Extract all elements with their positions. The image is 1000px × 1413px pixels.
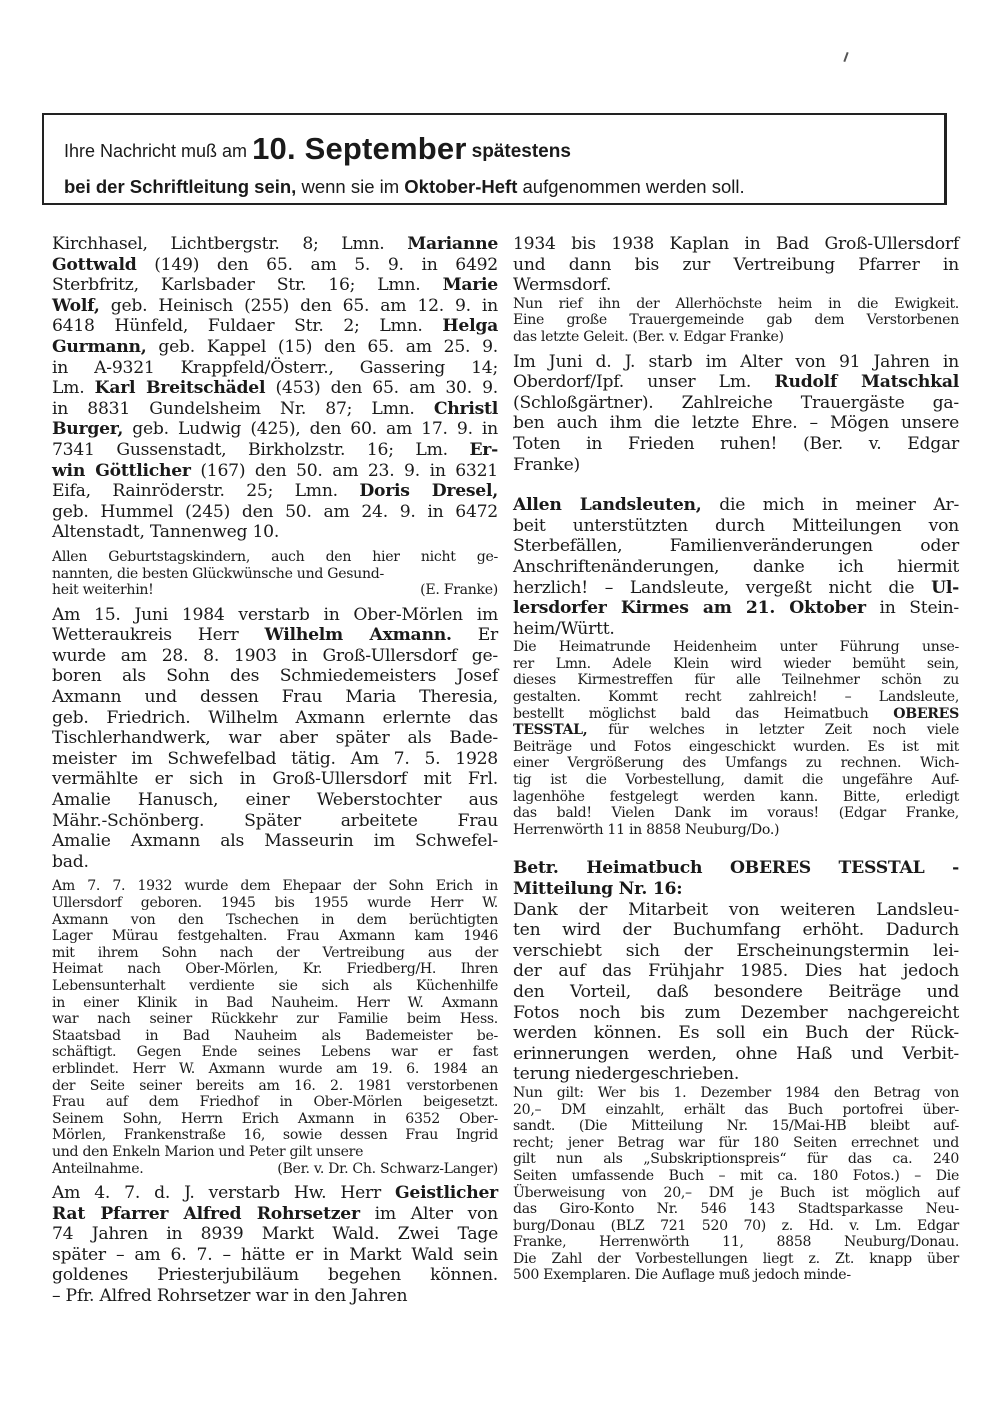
axmann-last-text: Anteilnahme. bbox=[52, 1160, 144, 1177]
text-line: das letzte Geleit. (Ber. v. Edgar Franke) bbox=[513, 328, 784, 345]
text-line: Betr. Heimatbuch OBERES TESSTAL - bbox=[513, 858, 959, 879]
bold-name: Geistlicher bbox=[394, 1183, 498, 1204]
text-line: Amalie Axmann als Masseurin im Schwefel- bbox=[52, 831, 498, 852]
bold-name: Ul- bbox=[931, 577, 959, 598]
text-line: Kirchhasel, Lichtbergstr. 8; Lmn. Marianne bbox=[52, 234, 498, 254]
text-line: Sterbefällen, Familienveränderungen oder bbox=[513, 536, 959, 557]
text-line: erblindet. Herr W. Axmann wurde am 19. 6. 1984 an bbox=[52, 1060, 498, 1077]
text-line: 20,– DM einzahlt, erhält das Buch portofrei über- bbox=[513, 1101, 959, 1118]
text-line: Oberdorf/Ipf. unser Lm. Rudolf Matschkal bbox=[513, 372, 960, 393]
text-line: Am 4. 7. d. J. verstarb Hw. Herr Geistlicher bbox=[52, 1183, 498, 1204]
obituary-rohrsetzer bbox=[52, 1183, 498, 1307]
text-line: 7341 Gussenstadt, Birkholzstr. 16; Lm. Er- bbox=[52, 439, 498, 460]
text-line: einer Vergrößerung des Umfangs zu rechnen. Wich- bbox=[513, 755, 959, 772]
birthday-list bbox=[52, 234, 498, 543]
bold-name: Helga bbox=[442, 316, 498, 337]
text-line: boren als Sohn des Schmiedemeisters Josef bbox=[52, 666, 498, 687]
bold-name: TESSTAL, bbox=[513, 722, 588, 739]
text-line: Fotos noch bis zum Dezember nachgereicht bbox=[513, 1002, 959, 1023]
bold-name: Wolf, bbox=[52, 295, 100, 316]
axmann-attribution: (Ber. v. Dr. Ch. Schwarz-Langer) bbox=[277, 1160, 498, 1177]
obituary-axmann-details bbox=[52, 878, 498, 1160]
bold-name: Rudolf Matschkal bbox=[774, 372, 960, 393]
text-line: Nun rief ihn der Allerhöchste heim in die Ewigkeit. bbox=[513, 295, 959, 312]
bold-name: win Göttlicher bbox=[52, 460, 191, 481]
text-line: nannten, die besten Glückwünsche und Gesund- bbox=[52, 565, 384, 582]
text-line: erinnerungen werden, ohne Haß und Verbit- bbox=[513, 1043, 959, 1064]
bold-name: Gurmann, bbox=[52, 336, 147, 357]
text-line: Burger, geb. Ludwig (425), den 60. am 17. 9. in bbox=[52, 419, 498, 440]
obituary-axmann-last-line bbox=[52, 1161, 498, 1178]
bold-name: Er- bbox=[469, 439, 498, 460]
text-line: Ullersdorf geboren. 1945 bis 1955 wurde Herr W. bbox=[52, 895, 498, 911]
text-line: mit ihrem Sohn nach der Vertreibung aus der bbox=[52, 944, 498, 961]
notice-suffix: spätestens bbox=[471, 141, 571, 162]
text-line: das bald! Vielen Dank im voraus! (Edgar Franke, bbox=[513, 805, 959, 822]
bold-name: OBERES bbox=[893, 705, 959, 722]
obituary-rohrsetzer-details bbox=[513, 296, 959, 346]
text-line: in A-9321 Krappfeld/Österr., Gassering 14; bbox=[52, 357, 498, 378]
text-line: war nach seiner Rückkehr zur Familie beim Hess. bbox=[52, 1011, 498, 1028]
text-line: Am 15. Juni 1984 verstarb in Ober-Mörlen im bbox=[52, 604, 498, 625]
text-line: vermählte er sich in Groß-Ullersdorf mit Frl. bbox=[52, 769, 498, 790]
page-mark bbox=[843, 52, 848, 62]
text-line: sandt. (Die Mitteilung Nr. 15/Mai-HB bleibt auf- bbox=[513, 1118, 959, 1135]
text-line: Wermsdorf. bbox=[513, 275, 612, 296]
bold-name: lersdorfer Kirmes am 21. Oktober bbox=[513, 598, 866, 619]
text-line: gilt nun als „Subskriptionspreis“ für das ca. 240 bbox=[513, 1151, 959, 1168]
birthday-greeting-last-line bbox=[52, 582, 498, 599]
text-line: meister im Schwefelbad tätig. Am 7. 5. 1928 bbox=[52, 748, 498, 769]
text-line: ben auch ihm die letzte Ehre. – Mögen unsere bbox=[513, 413, 959, 434]
subskription-text bbox=[513, 1085, 959, 1284]
text-line: den Vorteil, daß besondere Beiträge und bbox=[513, 981, 959, 1002]
notice-prefix: Ihre Nachricht muß am bbox=[64, 141, 248, 161]
text-line: 6418 Hünfeld, Fuldaer Str. 2; Lmn. Helga bbox=[52, 316, 498, 337]
obituary-rohrsetzer-continued bbox=[513, 234, 959, 296]
text-line: heim/Württ. bbox=[513, 618, 615, 639]
text-line: Im Juni d. J. starb im Alter von 91 Jahren in bbox=[513, 351, 959, 372]
bold-name: Allen Landsleuten, bbox=[513, 495, 702, 516]
text-line: der Seite seiner bereits am 16. 2. 1981 verstorbenen bbox=[52, 1077, 498, 1094]
text-line: Staatsbad in Bad Nauheim als Bademeister be- bbox=[52, 1027, 498, 1044]
text-line: TESSTAL, für welches in letzter Zeit noch viele bbox=[513, 722, 959, 739]
text-line: bestellt möglichst bald das Heimatbuch OBERES bbox=[513, 705, 959, 722]
bold-name: Marie bbox=[442, 275, 498, 296]
text-line: – Pfr. Alfred Rohrsetzer war in den Jahren bbox=[52, 1286, 408, 1307]
bold-name: Christl bbox=[433, 398, 498, 419]
text-line: Heimat nach Ober-Mörlen, Kr. Friedberg/H. Ihren bbox=[52, 961, 498, 978]
text-line: Altenstadt, Tannenweg 10. bbox=[52, 522, 280, 543]
text-line: Franke, Herrenwörth 11, 8858 Neuburg/Donau. bbox=[513, 1234, 959, 1251]
text-line: terung niedergeschrieben. bbox=[513, 1064, 740, 1085]
text-line: Lebensunterhalt verdiente sie sich als Küchenhilfe bbox=[52, 977, 498, 994]
text-line: Die Heimatrunde Heidenheim unter Führung unse- bbox=[513, 639, 959, 656]
text-line: herzlich! – Landsleute, vergeßt nicht die Ul- bbox=[513, 577, 959, 598]
text-line: (Schloßgärtner). Zahlreiche Trauergäste ga- bbox=[513, 392, 959, 413]
bold-name: Doris Dresel, bbox=[359, 481, 498, 502]
bold-name: Karl Breitschädel bbox=[94, 378, 266, 399]
text-line: burg/Donau (BLZ 721 520 70) z. Hd. v. Lm. Edgar bbox=[513, 1217, 959, 1234]
text-line: Allen Geburtstagskindern, auch den hier nicht ge- bbox=[52, 548, 498, 565]
notice-line-1 bbox=[64, 131, 571, 166]
text-line: in 8831 Gundelsheim Nr. 87; Lmn. Christl bbox=[52, 398, 498, 419]
text-line: Allen Landsleuten, die mich in meiner Ar- bbox=[513, 495, 960, 516]
notice-date: 10. September bbox=[252, 131, 467, 166]
text-line: Mörlen, Frankenstraße 16, sowie dessen Frau Ingrid bbox=[52, 1127, 498, 1144]
text-line: Frau auf dem Friedhof in Ober-Mörlen beigesetzt. bbox=[52, 1094, 498, 1111]
obituary-matschkal bbox=[513, 352, 959, 476]
notice-text-1: wenn sie im bbox=[296, 176, 405, 197]
text-line: Amalie Hanusch, einer Weberstochter aus bbox=[52, 790, 498, 811]
text-line: Eifa, Rainröderstr. 25; Lmn. Doris Dresel, bbox=[52, 481, 498, 502]
text-line: bad. bbox=[52, 851, 89, 872]
text-line: Eine große Trauergemeinde gab dem Verstorbenen bbox=[513, 312, 959, 329]
heimatbuch-heading bbox=[513, 858, 959, 899]
text-line: in einer Klinik in Bad Nauheim. Herr W. Axmann bbox=[52, 994, 498, 1011]
text-line: Sterbfritz, Karlsbader Str. 16; Lmn. Marie bbox=[52, 275, 498, 296]
deadline-notice-box bbox=[42, 113, 947, 205]
text-line: rer Lmn. Adele Klein wird wieder bemüht sein, bbox=[513, 655, 959, 672]
bold-name: Wilhelm Axmann. bbox=[264, 625, 452, 646]
birthday-greeting bbox=[52, 549, 498, 582]
heimatbuch-text bbox=[513, 900, 959, 1085]
text-line: Lm. Karl Breitschädel (453) den 65. am 30. 9. bbox=[52, 378, 498, 399]
text-line: Herrenwörth 11 in 8858 Neuburg/Do.) bbox=[513, 821, 780, 838]
text-line: lersdorfer Kirmes am 21. Oktober in Stein- bbox=[513, 598, 959, 619]
text-line: Mitteilung Nr. 16: bbox=[513, 879, 683, 899]
text-line: Wolf, geb. Heinisch (255) den 65. am 12. 9. in bbox=[52, 295, 498, 316]
text-line: Dank der Mitarbeit von weiteren Landsleu- bbox=[513, 899, 959, 920]
obituary-axmann bbox=[52, 605, 498, 873]
text-line: Franke) bbox=[513, 454, 580, 475]
greeting-attribution: (E. Franke) bbox=[420, 582, 498, 599]
text-line: später – am 6. 7. – hätte er in Markt Wald sein bbox=[52, 1244, 498, 1265]
text-line: verschiebt sich der Erscheinungstermin lei- bbox=[513, 940, 959, 961]
text-line: und den Enkeln Marion und Peter gilt unsere bbox=[52, 1143, 364, 1160]
text-line: beit unterstützten durch Mitteilungen von bbox=[513, 515, 959, 536]
text-line: werden können. Es soll ein Buch der Rück- bbox=[513, 1023, 959, 1044]
text-line: ten wird der Buchumfang erhöht. Dadurch bbox=[513, 920, 959, 941]
notice-bold-1: bei der Schriftleitung sein, bbox=[64, 176, 297, 197]
text-line: schäftigt. Gegen Ende seines Lebens war er fast bbox=[52, 1044, 498, 1061]
text-line: Anschriftenänderungen, danke ich hiermit bbox=[513, 556, 959, 577]
bold-name: Marianne bbox=[407, 234, 498, 254]
text-line: Tischlerhandwerk, war aber später als Bade- bbox=[52, 728, 498, 749]
text-line: Nun gilt: Wer bis 1. Dezember 1984 den Betrag von bbox=[513, 1084, 959, 1101]
right-column bbox=[513, 234, 959, 1284]
text-line: Überweisung von 20,– DM je Buch ist möglich auf bbox=[513, 1184, 959, 1201]
text-line: Toten in Frieden ruhen! (Ber. v. Edgar bbox=[513, 433, 959, 454]
bold-name: Burger, bbox=[52, 419, 124, 440]
text-line: 500 Exemplaren. Die Auflage muß jedoch minde- bbox=[513, 1267, 851, 1284]
text-line: Mähr.-Schönberg. Später arbeitete Frau bbox=[52, 810, 498, 831]
text-line: dieses Kirmestreffen für alle Teilnehmer schön zu bbox=[513, 672, 959, 689]
notice-bold-2: Oktober-Heft bbox=[404, 176, 518, 197]
notice-line-2 bbox=[64, 175, 745, 199]
text-line: Axmann von den Tschechen in dem berüchtigten bbox=[52, 911, 498, 928]
text-line: recht; jener Betrag war für 180 Seiten errechnet und bbox=[513, 1134, 959, 1151]
heimatrunde-notice bbox=[513, 639, 959, 838]
text-line: geb. Friedrich. Wilhelm Axmann erlernte das bbox=[52, 707, 498, 728]
greeting-last-text: heit weiterhin! bbox=[52, 582, 154, 599]
notice-text-2: aufgenommen werden soll. bbox=[517, 176, 745, 197]
bold-name: Gottwald bbox=[52, 254, 137, 275]
text-line: geb. Hummel (245) den 50. am 24. 9. in 6472 bbox=[52, 501, 498, 522]
text-line: gestalten. Kommt recht zahlreich! – Landsleute, bbox=[513, 689, 959, 706]
text-line: 74 Jahren in 8939 Markt Wald. Zwei Tage bbox=[52, 1224, 498, 1245]
text-line: Gottwald (149) den 65. am 5. 9. in 6492 bbox=[52, 254, 498, 275]
text-line: das Giro-Konto Nr. 546 143 Stadtsparkasse Neu- bbox=[513, 1201, 959, 1218]
text-line: Seinem Sohn, Herrn Erich Axmann in 6352 Ober- bbox=[52, 1110, 498, 1127]
text-line: 1934 bis 1938 Kaplan in Bad Groß-Ullersdorf bbox=[513, 234, 959, 254]
text-line: Beiträge und Fotos eingeschickt wurden. Es ist mit bbox=[513, 738, 959, 755]
text-line: der auf das Frühjahr 1985. Dies hat jedoch bbox=[513, 961, 959, 982]
thanks-landsleute bbox=[513, 495, 959, 639]
text-line: und dann bis zur Vertreibung Pfarrer in bbox=[513, 254, 959, 275]
bold-name: Rat Pfarrer Alfred Rohrsetzer bbox=[52, 1203, 360, 1224]
text-line: Gurmann, geb. Kappel (15) den 65. am 25. 9. bbox=[52, 336, 498, 357]
text-line: Rat Pfarrer Alfred Rohrsetzer im Alter von bbox=[52, 1203, 498, 1224]
text-line: wurde am 28. 8. 1903 in Groß-Ullersdorf ge- bbox=[52, 645, 498, 666]
text-line: lagenhöhe festgelegt werden kann. Bitte, erledigt bbox=[513, 788, 959, 805]
text-line: tig ist die Vorbestellung, damit die ungefähre Auf- bbox=[513, 772, 959, 789]
text-line: goldenes Priesterjubiläum begehen können. bbox=[52, 1265, 498, 1286]
text-line: Axmann und dessen Frau Maria Theresia, bbox=[52, 687, 498, 708]
text-line: Die Zahl der Vorbestellungen liegt z. Zt. knapp über bbox=[513, 1250, 959, 1267]
text-line: Seiten umfassende Buch – mit ca. 180 Fotos.) – Die bbox=[513, 1167, 959, 1184]
text-line: Am 7. 7. 1932 wurde dem Ehepaar der Sohn Erich in bbox=[52, 878, 498, 895]
text-line: win Göttlicher (167) den 50. am 23. 9. in 6321 bbox=[52, 460, 498, 481]
text-line: Wetteraukreis Herr Wilhelm Axmann. Er bbox=[52, 625, 498, 646]
text-line: Lager Mürau festgehalten. Frau Axmann kam 1946 bbox=[52, 928, 498, 945]
left-column bbox=[52, 234, 498, 1307]
